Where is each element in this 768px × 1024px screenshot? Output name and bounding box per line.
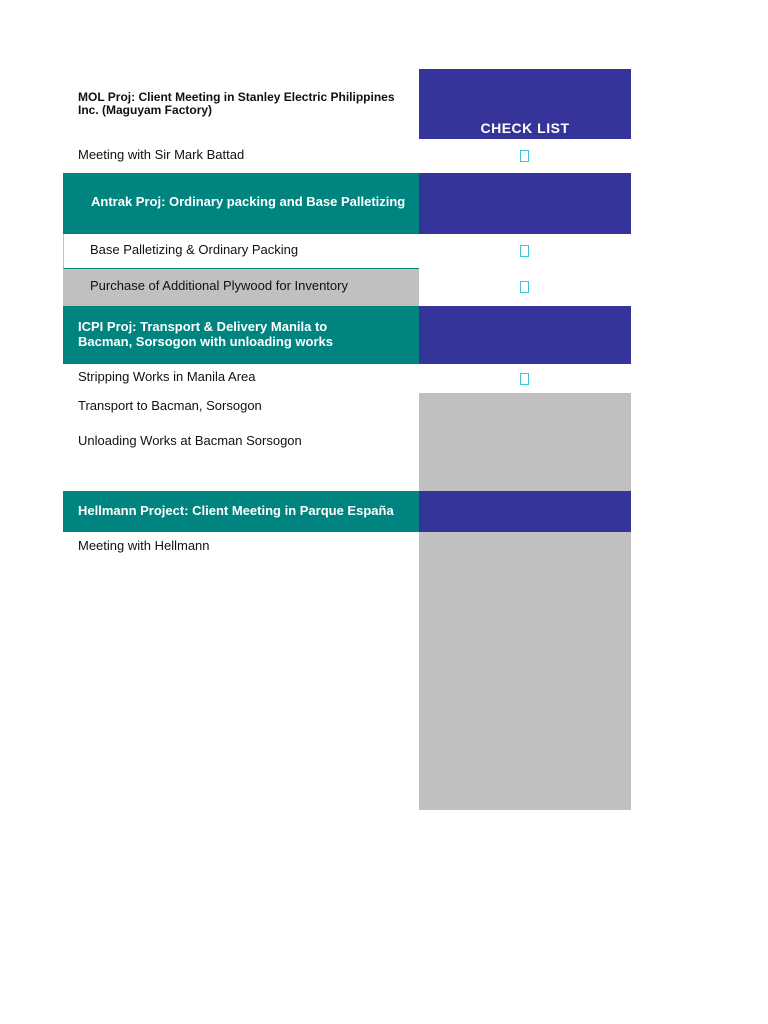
task-label: Meeting with Hellmann <box>78 538 210 553</box>
checklist-section-cell <box>419 491 631 532</box>
checkbox-icon[interactable] <box>520 373 529 385</box>
checklist-empty-block <box>419 532 631 810</box>
section-header-icpi: ICPI Proj: Transport & Delivery Manila to Bacman, Sorsogon with unloading works <box>78 319 333 349</box>
checkbox-icon[interactable] <box>520 150 529 162</box>
task-label: Unloading Works at Bacman Sorsogon <box>78 433 302 448</box>
checklist-empty-block <box>419 393 631 491</box>
section-header-mol: MOL Proj: Client Meeting in Stanley Electric Philippines Inc. (Maguyam Factory) <box>78 90 395 117</box>
section-header-icpi-bar <box>63 306 419 364</box>
task-label: Purchase of Additional Plywood for Inventory <box>90 278 348 293</box>
section-header-hellmann-bar <box>63 491 419 532</box>
task-label: Stripping Works in Manila Area <box>78 369 256 384</box>
task-label: Meeting with Sir Mark Battad <box>78 147 245 162</box>
section-header-antrak-bar <box>63 173 419 234</box>
section-header-hellmann: Hellmann Project: Client Meeting in Parque España <box>78 503 394 518</box>
task-label: Base Palletizing & Ordinary Packing <box>90 242 299 257</box>
checkbox-icon[interactable] <box>520 281 529 293</box>
checklist-section-cell <box>419 306 631 364</box>
section-header-antrak: Antrak Proj: Ordinary packing and Base Palletizing <box>91 194 406 209</box>
task-label: Transport to Bacman, Sorsogon <box>78 398 262 413</box>
checklist-section-cell <box>419 173 631 234</box>
checklist-header-cell <box>419 69 631 139</box>
checklist-title: CHECK LIST <box>480 120 570 136</box>
checkbox-icon[interactable] <box>520 245 529 257</box>
